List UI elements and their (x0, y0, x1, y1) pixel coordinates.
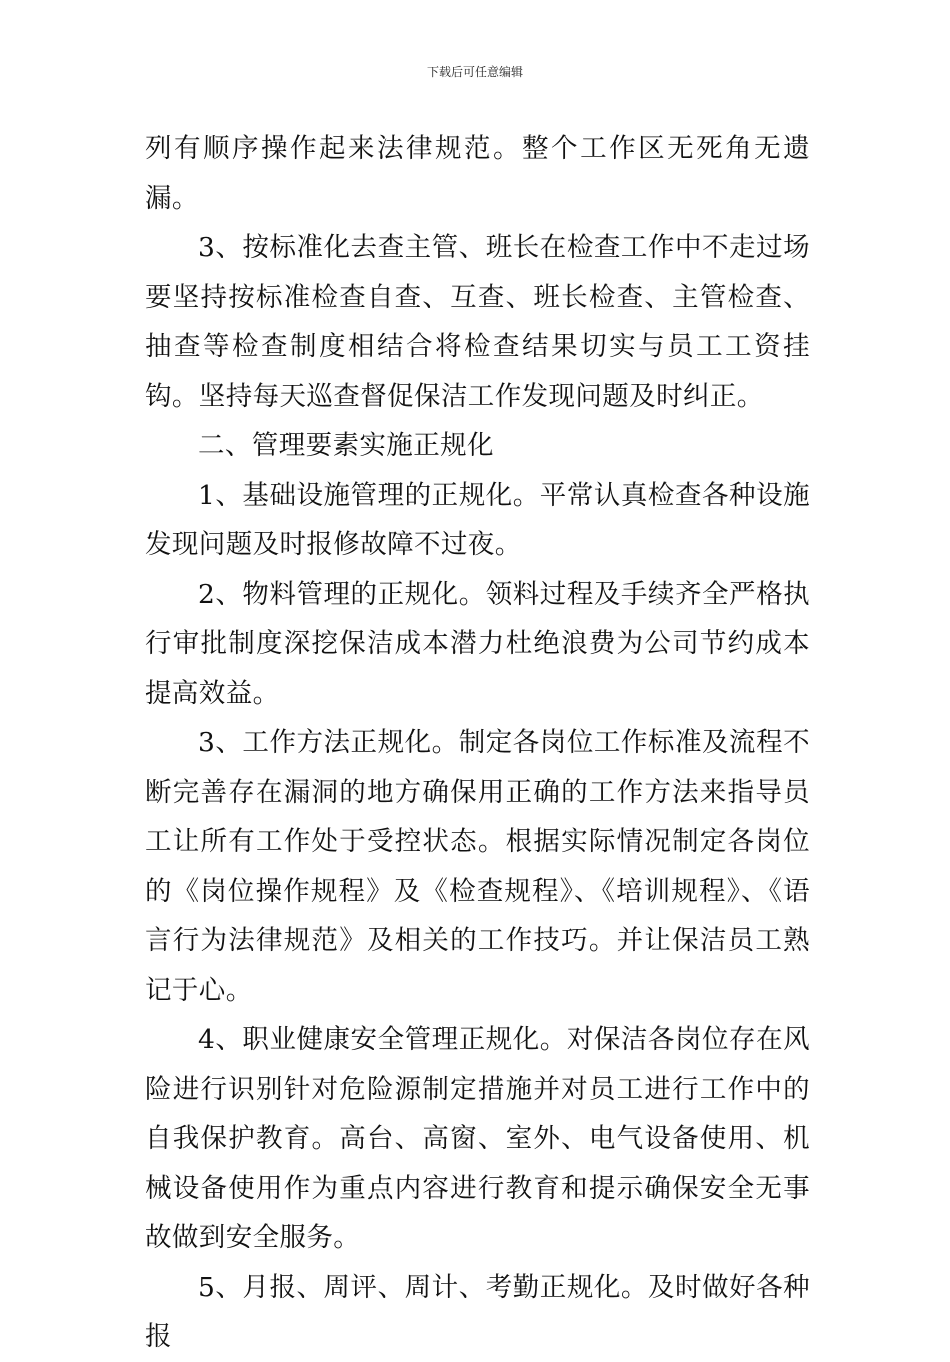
paragraph-2: 3、按标准化去查主管、班长在检查工作中不走过场要坚持按标准检查自查、互查、班长检查、主管检查、抽查等检查制度相结合将检查结果切实与员工工资挂钩。坚持每天巡查督促保洁工作发现问题及时纠正。 (145, 232, 810, 412)
section-heading: 二、管理要素实施正规化 (198, 430, 494, 461)
paragraph-5: 3、工作方法正规化。制定各岗位工作标准及流程不断完善存在漏洞的地方确保用正确的工作方法来指导员工让所有工作处于受控状态。根据实际情况制定各岗位的《岗位操作规程》及《检查规程》、《培训规程》、《语言行为法律规范》及相关的工作技巧。并让保洁员工熟记于心。 (145, 727, 810, 1006)
page-header: 下载后可任意编辑 (426, 65, 523, 79)
paragraph-6: 4、职业健康安全管理正规化。对保洁各岗位存在风险进行识别针对危险源制定措施并对员工进行工作中的自我保护教育。高台、高窗、室外、电气设备使用、机械设备使用作为重点内容进行教育和提示确保安全无事故做到安全服务。 (145, 1024, 810, 1253)
paragraph-7: 5、月报、周评、周计、考勤正规化。及时做好各种报 (145, 1271, 810, 1352)
paragraph-4: 2、物料管理的正规化。领料过程及手续齐全严格执行审批制度深挖保洁成本潜力杜绝浪费为公司节约成本提高效益。 (145, 578, 810, 709)
document-body (145, 124, 810, 1362)
paragraph-3: 1、基础设施管理的正规化。平常认真检查各种设施发现问题及时报修故障不过夜。 (145, 479, 810, 560)
paragraph-1: 列有顺序操作起来法律规范。整个工作区无死角无遗漏。 (145, 133, 810, 214)
